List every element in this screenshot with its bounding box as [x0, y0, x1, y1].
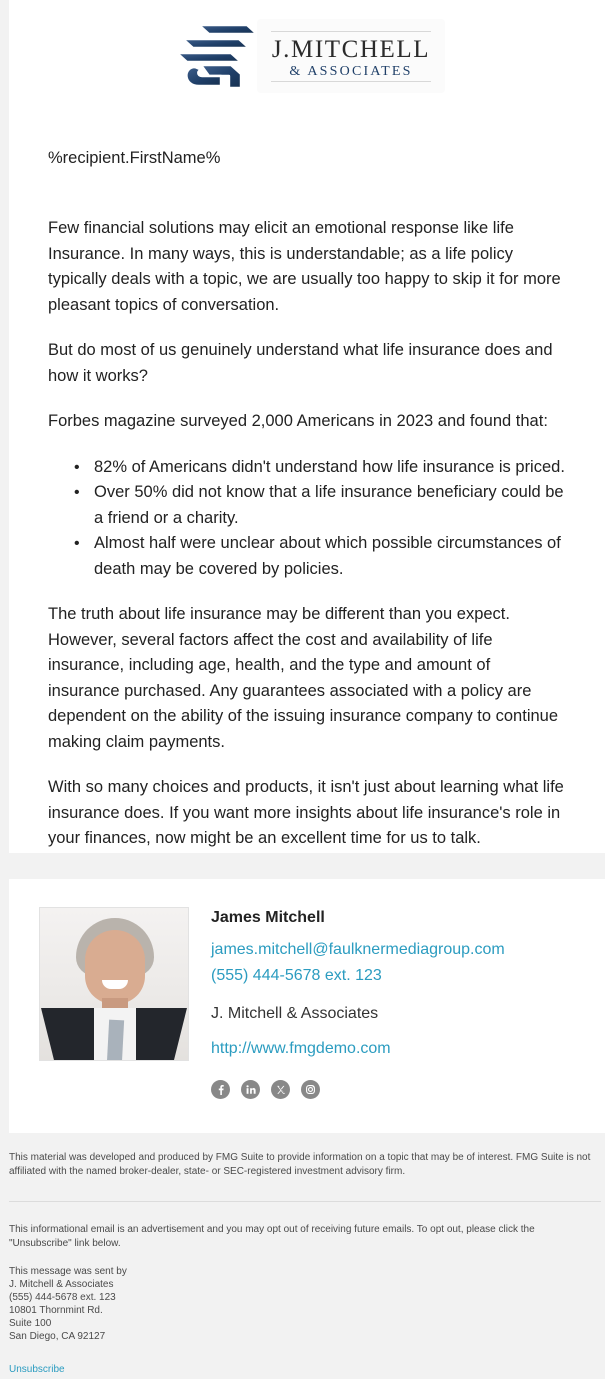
address-line-2: Suite 100 — [9, 1318, 52, 1329]
paragraph: The truth about life insurance may be different than you expect. However, several factors affect the cost and availability of life insurance, including age, health, and the type and amount of insurance purchased. Any guarantees associated with a policy are dependent on the ability of the issuing insurance company to continue making claim payments. — [48, 605, 559, 751]
signature-company: J. Mitchell & Associates — [211, 1005, 379, 1022]
email-content — [9, 123, 605, 905]
signature-email-link[interactable]: james.mitchell@faulknermediagroup.com — [211, 941, 505, 958]
sent-by-phone: (555) 444-5678 ext. 123 — [9, 1292, 116, 1303]
sent-by-label: This message was sent by — [9, 1266, 127, 1277]
avatar — [39, 907, 189, 1061]
linkedin-icon[interactable] — [241, 1080, 260, 1099]
list-item: • Over 50% did not know that a life insurance beneficiary could be a friend or a charity. — [72, 480, 566, 531]
logo-company-subtitle: & ASSOCIATES — [289, 64, 413, 79]
email-footer — [0, 1133, 605, 1379]
statistics-list — [48, 455, 566, 583]
signature-website-link[interactable]: http://www.fmgdemo.com — [211, 1040, 391, 1057]
footer-sender-block — [9, 1265, 597, 1343]
paragraph: But do most of us genuinely understand what life insurance does and how it works? — [48, 341, 553, 385]
list-item: • 82% of Americans didn't understand how life insurance is priced. — [72, 455, 566, 481]
address-line-1: 10801 Thornmint Rd. — [9, 1305, 103, 1316]
logo-text-box — [257, 19, 445, 93]
instagram-icon[interactable] — [301, 1080, 320, 1099]
footer-divider — [9, 1201, 601, 1202]
facebook-icon[interactable] — [211, 1080, 230, 1099]
logo-rule-top — [271, 31, 431, 32]
signature-name: James Mitchell — [211, 909, 325, 926]
company-logo — [169, 18, 445, 96]
social-links — [211, 1080, 505, 1099]
paragraph: With so many choices and products, it isn't just about learning what life insurance does. If you want more insights about life insurance's role in your finances, now might be an excellent time for us to talk. — [48, 778, 564, 847]
logo-company-name: J.MITCHELL — [271, 36, 431, 63]
unsubscribe-link[interactable]: Unsubscribe — [9, 1364, 65, 1375]
list-item: • Almost half were unclear about which possible circumstances of death may be covered by policies. — [72, 531, 566, 582]
footer-disclaimer: This material was developed and produced by FMG Suite to provide information on a topic that may be of interest. FMG Suite is not affiliated with the named broker-dealer, state- or SEC-registered investment advisory firm. — [9, 1152, 591, 1177]
greeting-merge-tag: %recipient.FirstName% — [48, 149, 221, 167]
paragraph: Forbes magazine surveyed 2,000 Americans in 2023 and found that: — [48, 412, 548, 430]
paragraph: Few financial solutions may elicit an emotional response like life Insurance. In many ways, this is understandable; as a life policy typically deals with a topic, we are usually too happy to skip it for more pleasant topics of conversation. — [48, 219, 561, 314]
address-line-3: San Diego, CA 92127 — [9, 1331, 106, 1342]
logo-rule-bottom — [271, 81, 431, 82]
logo-mark-icon — [169, 20, 265, 94]
signature-phone-link[interactable]: (555) 444-5678 ext. 123 — [211, 967, 382, 984]
sent-by-company: J. Mitchell & Associates — [9, 1279, 114, 1290]
logo-header — [9, 0, 605, 123]
signature-details — [211, 907, 505, 1099]
x-twitter-icon[interactable] — [271, 1080, 290, 1099]
section-divider-band — [9, 853, 605, 879]
email-body-card — [9, 0, 605, 905]
footer-optout-notice: This informational email is an advertisement and you may opt out of receiving future emails. To opt out, please click the "Unsubscribe" link below. — [9, 1224, 535, 1249]
signature-card — [9, 879, 605, 1133]
